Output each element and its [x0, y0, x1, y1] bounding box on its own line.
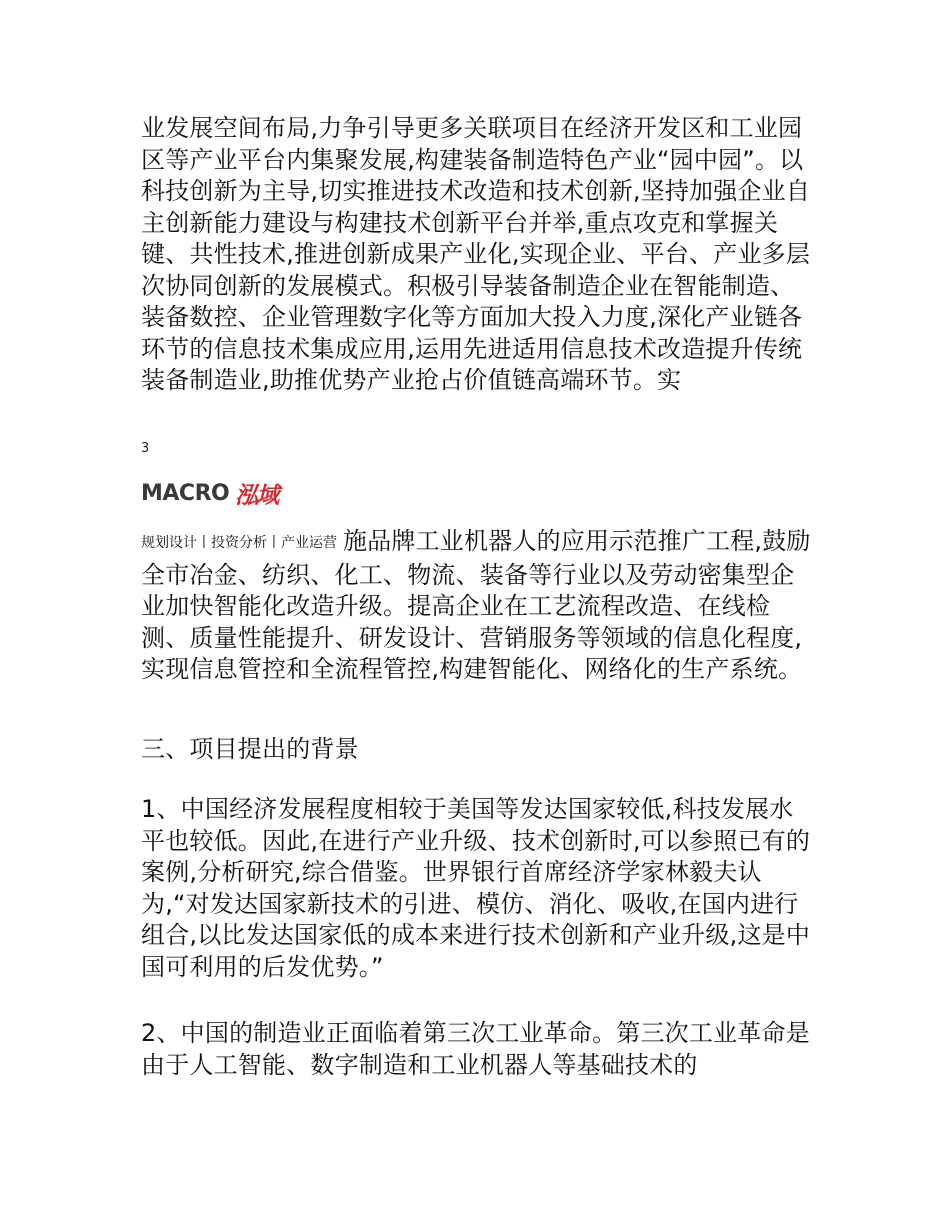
- logo-chinese-text: 泓域: [235, 482, 278, 509]
- company-logo: [141, 478, 277, 508]
- logo-latin-text: MACRO: [141, 480, 230, 506]
- body-paragraph-4: 2、中国的制造业正面临着第三次工业革命。第三次工业革命是由于人工智能、数字制造和工业机器人等基础技术的: [141, 1019, 810, 1079]
- body-paragraph-2: [141, 526, 813, 686]
- body-paragraph-2-text: 施品牌工业机器人的应用示范推广工程,鼓励全市冶金、纺织、化工、物流、装备等行业以及劳动密集型企业加快智能化改造升级。提高企业在工艺流程改造、在线检测、质量性能提升、研发设计、营销服务等领域的信息化程度,实现信息管控和全流程管控,构建智能化、网络化的生产系统。: [141, 527, 811, 683]
- header-tagline: 规划设计丨投资分析丨产业运营: [141, 535, 337, 551]
- body-paragraph-1: 业发展空间布局,力争引导更多关联项目在经济开发区和工业园区等产业平台内集聚发展,构建装备制造特色产业“园中园”。以科技创新为主导,切实推进技术改造和技术创新,坚持加强企业自主创新能力建设与构建技术创新平台并举,重点攻克和掌握关键、共性技术,推进创新成果产业化,实现企业、平台、产业多层次协同创新的发展模式。积极引导装备制造企业在智能制造、装备数控、企业管理数字化等方面加大投入力度,深化产业链各环节的信息技术集成应用,运用先进适用信息技术改造提升传统装备制造业,助推优势产业抢占价值链高端环节。实: [141, 114, 811, 394]
- body-paragraph-3: 1、中国经济发展程度相较于美国等发达国家较低,科技发展水平也较低。因此,在进行产业升级、技术创新时,可以参照已有的案例,分析研究,综合借鉴。世界银行首席经济学家林毅夫认为,“对发达国家新技术的引进、模仿、消化、吸收,在国内进行组合,以比发达国家低的成本来进行技术创新和产业升级,这是中国可利用的后发优势。”: [141, 795, 811, 981]
- section-heading: 三、项目提出的背景: [141, 735, 359, 763]
- page-number: 3: [141, 441, 150, 456]
